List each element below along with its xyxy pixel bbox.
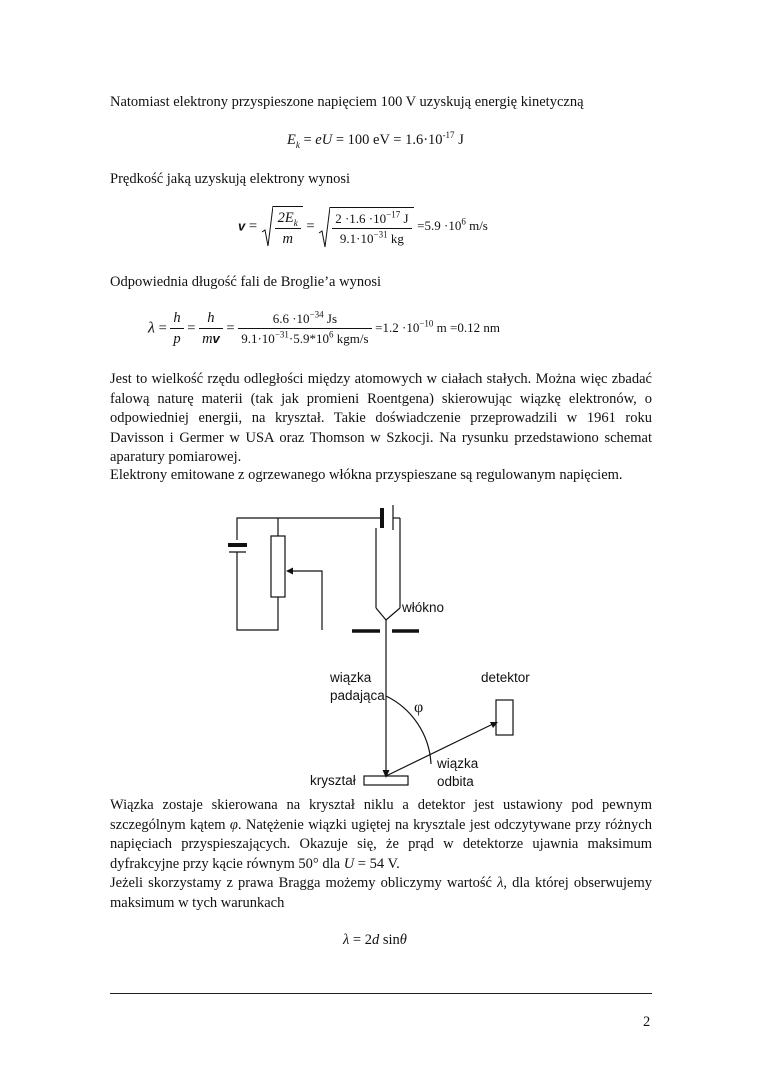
circuit-wire-left-bottom (237, 552, 278, 630)
eq-energy-eq: = (299, 132, 316, 148)
eq-velocity-eq2: = (306, 218, 315, 235)
frac-den2-a: 9.1·10 (339, 231, 374, 246)
frac-lambda-den-unit: kgm/s (333, 331, 369, 346)
eq-bragg-theta: θ (399, 932, 407, 948)
para-bragg-text-2: , dla której obserwujemy maksimum w tych warunkach (110, 875, 652, 911)
footer-rule (110, 993, 652, 994)
eq-bragg-rest: = 2 (349, 932, 372, 948)
para-after-diagram (110, 796, 652, 874)
para-after-phi: φ (229, 816, 238, 833)
label-wiazka-odbita-2: odbita (437, 774, 474, 789)
para-bragg-lambda: λ (497, 875, 504, 891)
frac-lambda-den-exp2: 6 (328, 329, 334, 340)
frac-lambda-num-a: 6.6 ·10 (272, 311, 310, 326)
frac-lambda-num-exp: −34 (309, 309, 324, 320)
eq-velocity-v: v (238, 218, 246, 234)
label-wiazka-odbita-1: wiązka (437, 756, 479, 771)
frac-num2-exp: −17 (386, 209, 401, 220)
eq-energy-rest: = 100 eV = 1.6·10 (332, 132, 443, 148)
frac-p: p (173, 331, 181, 347)
frac-num2-unit: J (400, 211, 409, 226)
eq-energy-exp: -17 (442, 130, 455, 141)
frac-h2: h (207, 310, 215, 326)
eq-energy-sub: k (295, 139, 300, 150)
para-main: Jest to wielkość rzędu odległości między atomowych w ciałach stałych. Można więc zbadać falową naturę materii (tak jak promieni Roentgena) skierowując wiązkę elektronów, o odpowiedniej energii, na kryształ. Takie doświadczenie przeprowadzili w 1961 roku Davisson i Germer w USA oraz Thomson w Szkocji. Na rysunku przedstawiono schemat aparatury pomiarowej. (110, 371, 652, 465)
equation-bragg (343, 932, 407, 949)
eq-velocity-result-exp: 6 (461, 217, 466, 227)
frac-den-m: m (282, 231, 293, 247)
frac-num-2ek: 2E (277, 210, 294, 226)
para-after-u: U (343, 855, 355, 872)
frac-lambda-den-a: 9.1·10 (241, 331, 275, 346)
frac-lambda-num-unit: Js (323, 311, 338, 326)
eq-velocity-result-unit: m/s (465, 218, 488, 234)
incident-beam-arrow (383, 770, 390, 778)
para-after-text-2: . Natężenie wiązki ugiętej na krysztale jest odczytywane przy różnych napięciach przyspieszających. Okazuje się, że prąd w detektorze ujawnia maksimum dyfrakcyjne przy kącie równym 50° dla (110, 816, 652, 872)
filament-v (376, 608, 400, 620)
label-wlokno: włókno (402, 600, 445, 615)
frac-lambda-den-b: ·5.9*10 (288, 331, 329, 346)
frac-h: h (173, 310, 181, 326)
eq-lambda-symbol: λ (148, 319, 155, 337)
page-number: 2 (643, 1014, 651, 1030)
label-krysztal: kryształ (310, 773, 356, 788)
frac-mv-m: m (202, 331, 213, 347)
eq-lambda-res-exp: −10 (419, 319, 434, 329)
eq-lambda-res-a: =1.2 ·10 (375, 320, 420, 336)
eq-lambda-res-unit: m =0.12 nm (433, 320, 500, 336)
frac-lambda-den-exp: −31 (274, 329, 289, 340)
eq-velocity-result-a: =5.9 ·10 (417, 218, 462, 234)
label-detektor: detektor (481, 670, 530, 685)
wiper-arrow (286, 568, 293, 575)
para-emit: Elektrony emitowane z ogrzewanego włókna przyspieszane są regulowanym napięciem. (110, 467, 623, 483)
para-intro: Natomiast elektrony przyspieszone napięciem 100 V uzyskują energię kinetyczną (110, 94, 584, 110)
para-bragg-text-1: Jeżeli skorzystamy z prawa Bragga możemy obliczymy wartość (110, 875, 498, 891)
eq-lambda-eq2: = (187, 320, 196, 337)
eq-bragg-d: d (371, 932, 380, 948)
para-bragg (110, 874, 652, 913)
angle-arc (386, 696, 431, 764)
detector (496, 700, 513, 735)
eq-energy-symbol: E (287, 132, 296, 148)
eq-energy-eu: eU (315, 132, 333, 148)
potentiometer (271, 536, 285, 597)
para-after-text-3: = 54 V. (354, 855, 400, 872)
frac-mv-v: v (212, 331, 220, 346)
eq-energy-unit: J (454, 132, 464, 148)
frac-den2-unit: kg (387, 231, 404, 246)
eq-bragg-sin: sin (379, 932, 400, 948)
para-after-text-1: Wiązka zostaje skierowana na kryształ niklu a detektor jest ustawiony pod pewnym szczególnym kątem (110, 797, 652, 833)
label-wiazka-padajaca-2: padająca (330, 688, 385, 703)
label-phi: φ (414, 699, 424, 716)
wiper-wire (288, 571, 322, 630)
circuit-wire-top (237, 518, 381, 540)
frac-num-sub: k (293, 217, 298, 228)
para-debroglie: Odpowiednia długość fali de Broglie’a wynosi (110, 274, 382, 290)
eq-lambda-eq1: = (158, 320, 167, 337)
para-velocity: Prędkość jaką uzyskują elektrony wynosi (110, 171, 351, 187)
eq-bragg-lambda: λ (343, 932, 350, 948)
frac-num2-a: 2 ·1.6 ·10 (335, 211, 387, 226)
label-wiazka-padajaca-1: wiązka (330, 670, 372, 685)
eq-lambda-eq3: = (226, 320, 235, 337)
eq-velocity-eq1: = (248, 218, 258, 235)
frac-den2-exp: −31 (373, 229, 388, 240)
